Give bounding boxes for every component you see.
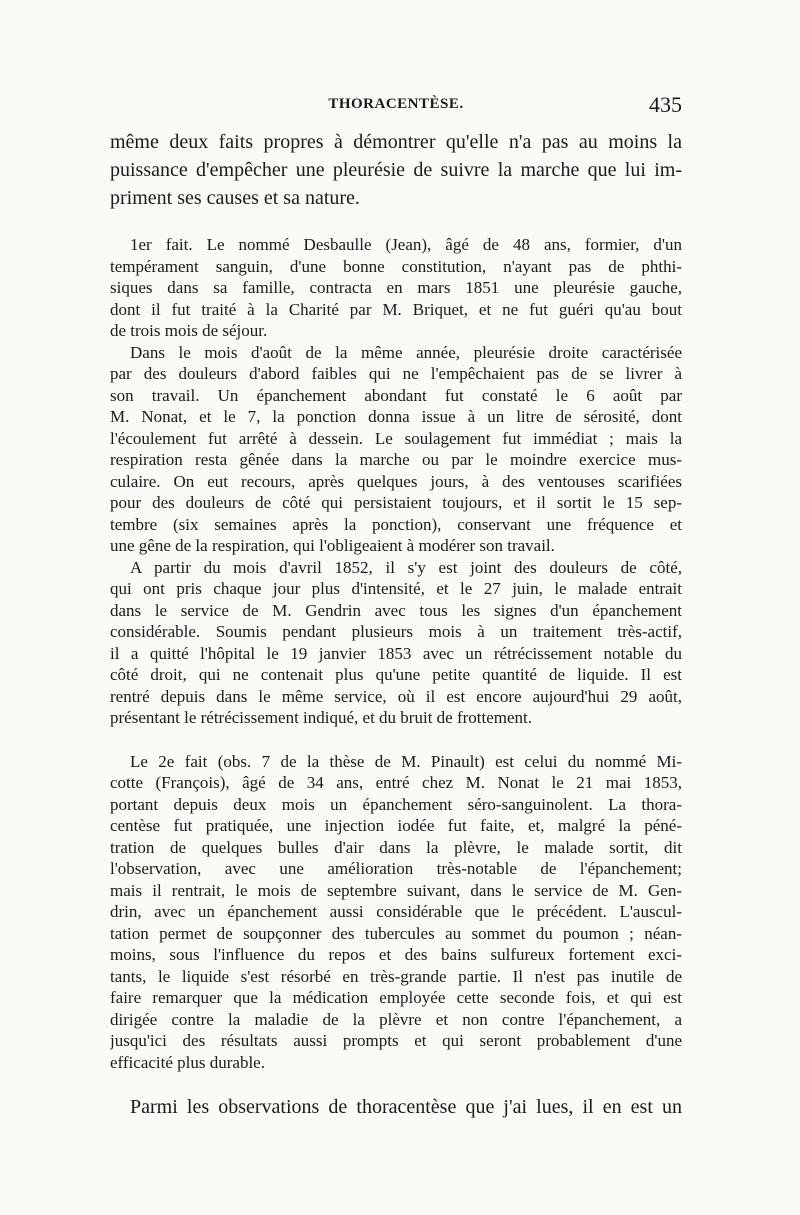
text-line: considérable. Soumis pendant plusieurs mois à un traitement très-actif,	[110, 622, 682, 641]
text-line: culaire. On eut recours, après quelques jours, à des ventouses scarifiées	[110, 471, 682, 491]
text-line: centèse fut pratiquée, une injection iodée fut faite, et, malgré la péné-	[110, 816, 682, 835]
fait-2-paragraph	[110, 751, 682, 1074]
text-line: M. Nonat, et le 7, la ponction donna issue à un litre de sérosité, dont	[110, 407, 682, 426]
text-line: tration de quelques bulles d'air dans la plèvre, le malade sortit, dit	[110, 837, 682, 857]
text-line: rentré depuis dans le même service, où il est encore aujourd'hui 29 août,	[110, 686, 682, 706]
text-line: faire remarquer que la médication employée cette seconde fois, et qui est	[110, 988, 682, 1007]
text-line: il a quitté l'hôpital le 19 janvier 1853 avec un rétrécissement notable du	[110, 643, 682, 663]
text-line: pour des douleurs de côté qui persistaient toujours, et il sortit le 15 sep-	[110, 493, 682, 512]
text-line: cotte (François), âgé de 34 ans, entré chez M. Nonat le 21 mai 1853,	[110, 773, 682, 792]
fait-1-paragraph-1	[110, 234, 682, 342]
text-line: dont il fut traité à la Charité par M. Briquet, et ne fut guéri qu'au bout	[110, 299, 682, 319]
text-line: 1er fait. Le nommé Desbaulle (Jean), âgé de 48 ans, formier, d'un	[130, 235, 682, 254]
text-line: Dans le mois d'août de la même année, pleurésie droite caractérisée	[130, 342, 682, 362]
text-line: l'écoulement fut arrêté à dessein. Le soulagement fut immédiat ; mais la	[110, 428, 682, 448]
text-line: par des douleurs d'abord faibles qui ne l'empêchaient pas de se livrer à	[110, 364, 682, 383]
text-line: même deux faits propres à démontrer qu'elle n'a pas au moins la	[110, 131, 682, 153]
text-line: jusqu'ici des résultats aussi prompts et qui seront probablement d'une	[110, 1031, 682, 1050]
text-line: priment ses causes et sa nature.	[110, 187, 360, 209]
text-line: tants, le liquide s'est résorbé en très-grande partie. Il n'est pas inutile de	[110, 966, 682, 986]
text-line: drin, avec un épanchement aussi considérable que le précédent. L'auscul-	[110, 902, 682, 921]
text-line: qui ont pris chaque jour plus d'intensité, et le 27 juin, le malade entrait	[110, 579, 682, 598]
fait-1-paragraph-3	[110, 557, 682, 729]
text-line: une gêne de la respiration, qui l'obligeaient à modérer son travail.	[110, 536, 555, 555]
text-line: efficacité plus durable.	[110, 1052, 265, 1072]
text-line: l'observation, avec une amélioration très-notable de l'épanchement;	[110, 859, 682, 878]
text-line: puissance d'empêcher une pleurésie de suivre la marche que lui im-	[110, 159, 682, 181]
text-line: présentant le rétrécissement indiqué, et du bruit de frottement.	[110, 708, 533, 727]
page-header	[110, 92, 682, 120]
text-line: moins, sous l'influence du repos et des bains sulfureux fortement exci-	[110, 945, 682, 964]
text-line: tation permet de soupçonner des tubercules au sommet du poumon ; néan-	[110, 923, 682, 943]
text-line: tembre (six semaines après la ponction), conservant une fréquence et	[110, 514, 682, 534]
text-line: Parmi les observations de thoracentèse que j'ai lues, il en est un	[130, 1096, 682, 1118]
text-line: mais il rentrait, le mois de septembre suivant, dans le service de M. Gen-	[110, 880, 682, 900]
text-line: côté droit, qui ne contenait plus qu'une petite quantité de liquide. Il est	[110, 665, 682, 684]
body-text	[110, 128, 682, 1121]
text-line: A partir du mois d'avril 1852, il s'y est joint des douleurs de côté,	[130, 557, 682, 577]
text-line: respiration resta gênée dans la marche ou par le moindre exercice mus-	[110, 450, 682, 469]
text-line: dirigée contre la maladie de la plèvre et non contre l'épanchement, a	[110, 1009, 682, 1029]
running-title: THORACENTÈSE.	[328, 96, 464, 112]
text-line: dans le service de M. Gendrin avec tous les signes d'un épanchement	[110, 600, 682, 620]
text-line: portant depuis deux mois un épanchement séro-sanguinolent. La thora-	[110, 794, 682, 814]
fait-1-paragraph-2	[110, 342, 682, 557]
text-line: Le 2e fait (obs. 7 de la thèse de M. Pinault) est celui du nommé Mi-	[130, 751, 682, 771]
intro-paragraph	[110, 128, 682, 212]
text-line: tempérament sanguin, d'une bonne constitution, n'ayant pas de phthi-	[110, 256, 682, 276]
closing-paragraph	[110, 1093, 682, 1121]
page-number: 435	[649, 92, 682, 117]
text-line: son travail. Un épanchement abondant fut constaté le 6 août par	[110, 385, 682, 405]
text-line: de trois mois de séjour.	[110, 321, 268, 340]
text-line: siques dans sa famille, contracta en mars 1851 une pleurésie gauche,	[110, 278, 682, 297]
